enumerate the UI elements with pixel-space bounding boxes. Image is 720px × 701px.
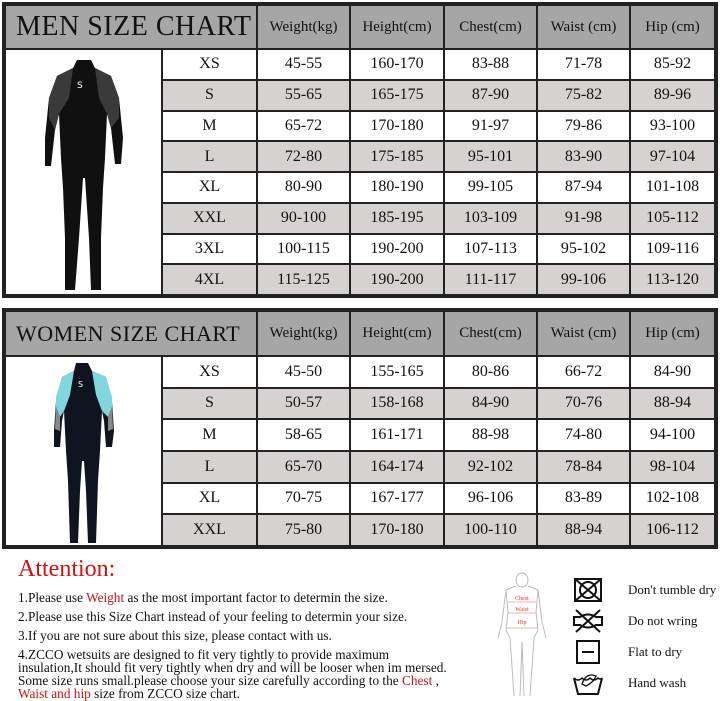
table-row: 3XL 100-115 190-200 107-113 95-102 109-116	[5, 234, 715, 265]
men-size-chart	[2, 2, 718, 298]
body-measurement-figure	[492, 572, 552, 698]
table-row: L 72-80 175-185 95-101 83-90 97-104	[5, 141, 715, 172]
note-2: 2.Please use this Size Chart instead of your feeling to determin your size.	[18, 609, 408, 624]
table-row: XL 70-75 167-177 96-106 83-89 102-108	[5, 483, 715, 515]
table-row: L 65-70 164-174 92-102 78-84 98-104	[5, 451, 715, 483]
care-item: Do not wring	[568, 605, 716, 636]
do-not-wring-icon	[568, 607, 608, 635]
note-4-line-1: 4.ZCCO wetsuits are designed to fit very tightly to provide maximum	[18, 647, 390, 662]
note-3: 3.If you are not sure about this size, please contact with us.	[18, 628, 332, 643]
note-4-line-3: Some size runs small.please choose your size carefully according to the Chest ,	[18, 673, 439, 688]
col-waist: Waist (cm)	[537, 5, 630, 49]
svg-text:Chest: Chest	[515, 596, 529, 602]
table-row: XXL 75-80 170-180 100-110 88-94 106-112	[5, 514, 715, 546]
table-row: S 50-57 158-168 84-90 70-76 88-94	[5, 388, 715, 420]
men-chart-title: MEN SIZE CHART	[5, 5, 257, 49]
mens-wetsuit-image	[5, 49, 162, 295]
table-row: M 65-72 170-180 91-97 79-86 93-100	[5, 111, 715, 142]
col-chest: Chest(cm)	[444, 5, 537, 49]
col-height: Height(cm)	[350, 311, 444, 356]
svg-text:S: S	[76, 81, 83, 91]
table-row: XXL 90-100 185-195 103-109 91-98 105-112	[5, 203, 715, 234]
col-chest: Chest(cm)	[444, 311, 537, 356]
no-tumble-dry-icon	[568, 576, 608, 604]
table-row: 4XL 115-125 190-200 111-117 99-106 113-120	[5, 264, 715, 295]
table-row: M 58-65 161-171 88-98 74-80 94-100	[5, 419, 715, 451]
table-row: S XS 45-55 160-170 83-88 71-78 85-92	[5, 49, 715, 80]
svg-text:Hip: Hip	[517, 620, 527, 626]
attention-notes	[18, 588, 498, 700]
table-row: XL 80-90 180-190 99-105 87-94 101-108	[5, 172, 715, 203]
care-instructions	[568, 574, 716, 698]
col-waist: Waist (cm)	[537, 311, 630, 356]
col-weight: Weight(kg)	[257, 311, 350, 356]
flat-dry-icon	[568, 638, 608, 666]
note-1: 1.Please use Weight as the most important factor to determin the size.	[18, 590, 388, 605]
women-chart-title: WOMEN SIZE CHART	[5, 311, 257, 356]
note-4-line-2: insulation,It should fit very tightly when dry and will be looser when im mersed.	[18, 660, 447, 675]
women-size-chart	[2, 308, 718, 549]
attention-heading: Attention:	[18, 556, 116, 582]
care-item: Flat to dry	[568, 636, 716, 667]
note-4-line-4: Waist and hip size from ZCCO size chart.	[18, 686, 240, 701]
mens-wetsuit-icon	[39, 58, 129, 294]
hand-wash-icon	[568, 669, 608, 697]
col-height: Height(cm)	[350, 5, 444, 49]
col-weight: Weight(kg)	[257, 5, 350, 49]
care-item: Don't tumble dry	[568, 574, 716, 605]
svg-text:Waist: Waist	[515, 607, 529, 613]
col-hip: Hip (cm)	[630, 311, 715, 356]
womens-wetsuit-image	[5, 356, 162, 546]
col-hip: Hip (cm)	[630, 5, 715, 49]
svg-text:S: S	[77, 380, 83, 389]
care-item: Hand wash	[568, 667, 716, 698]
womens-wetsuit-icon	[46, 361, 122, 547]
table-row: S XS 45-50 155-165 80-86 66-72 84-90	[5, 356, 715, 388]
table-row: S 55-65 165-175 87-90 75-82 89-96	[5, 80, 715, 111]
